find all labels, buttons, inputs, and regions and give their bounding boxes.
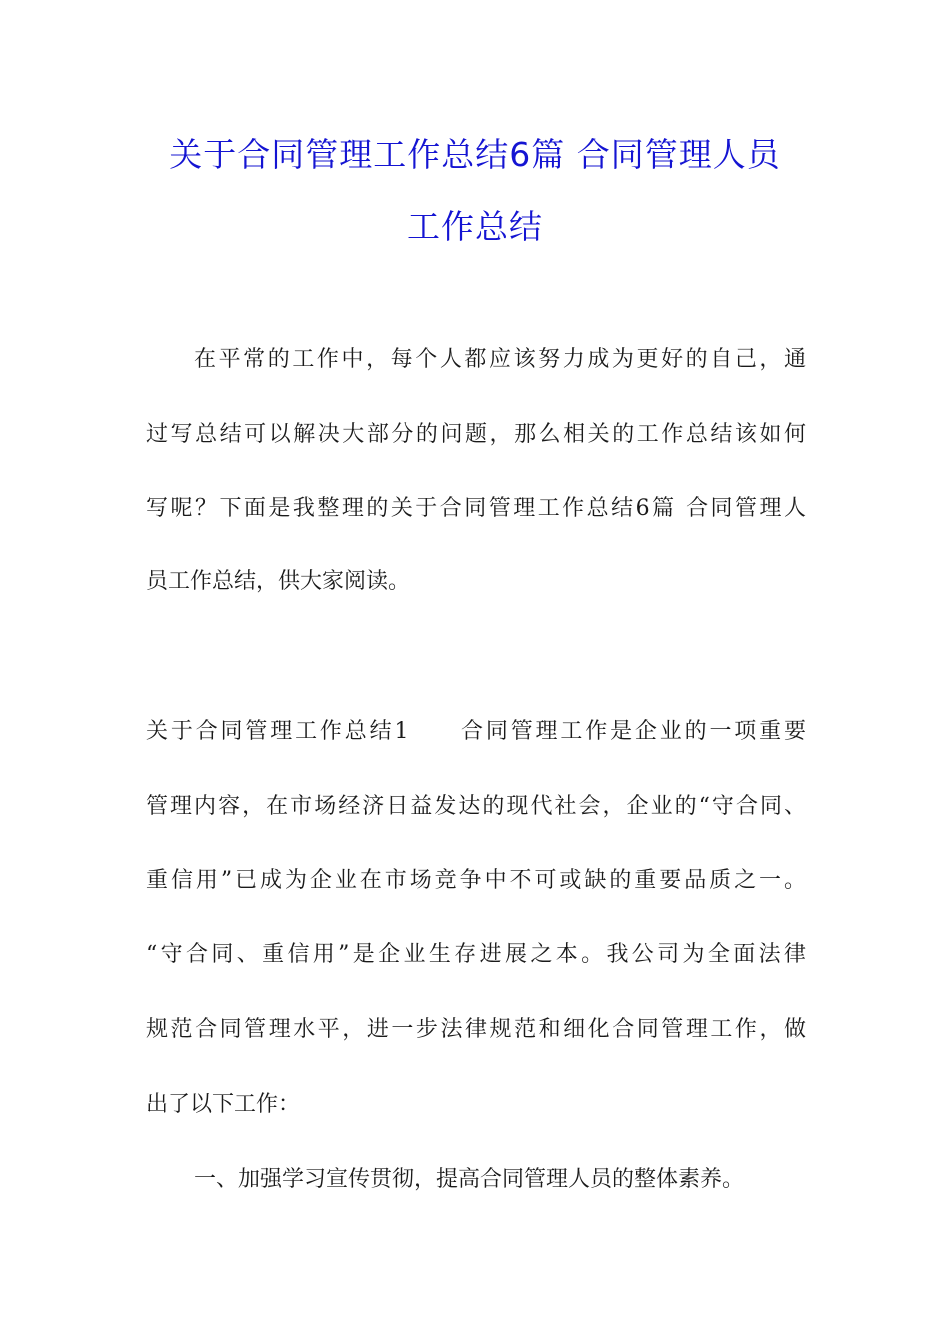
section1-paragraph-line-5: 规范合同管理水平，进一步法律规范和细化合同管理工作，做 <box>146 1017 806 1042</box>
section1-paragraph-line-1: 关于合同管理工作总结1 合同管理工作是企业的一项重要 <box>146 719 806 744</box>
intro-paragraph-line-2: 过写总结可以解决大部分的问题，那么相关的工作总结该如何 <box>146 422 806 447</box>
intro-paragraph-line-3: 写呢？下面是我整理的关于合同管理工作总结6篇 合同管理人 <box>146 496 806 521</box>
section-heading: 一、加强学习宣传贯彻，提高合同管理人员的整体素养。 <box>194 1167 745 1192</box>
intro-paragraph-line-4: 员工作总结，供大家阅读。 <box>146 569 411 594</box>
intro-paragraph-line-1: 在平常的工作中，每个人都应该努力成为更好的自己，通 <box>194 347 806 372</box>
section1-paragraph-line-6: 出了以下工作： <box>146 1092 301 1117</box>
document-title-line-1: 关于合同管理工作总结6篇 合同管理人员 <box>169 135 781 174</box>
section1-paragraph-line-4: “守合同、重信用”是企业生存进展之本。我公司为全面法律 <box>146 942 806 967</box>
section1-paragraph-line-3: 重信用”已成为企业在市场竞争中不可或缺的重要品质之一。 <box>146 868 806 893</box>
section1-paragraph-line-2: 管理内容，在市场经济日益发达的现代社会，企业的“守合同、 <box>146 794 806 819</box>
document-title-line-2: 工作总结 <box>407 207 543 246</box>
